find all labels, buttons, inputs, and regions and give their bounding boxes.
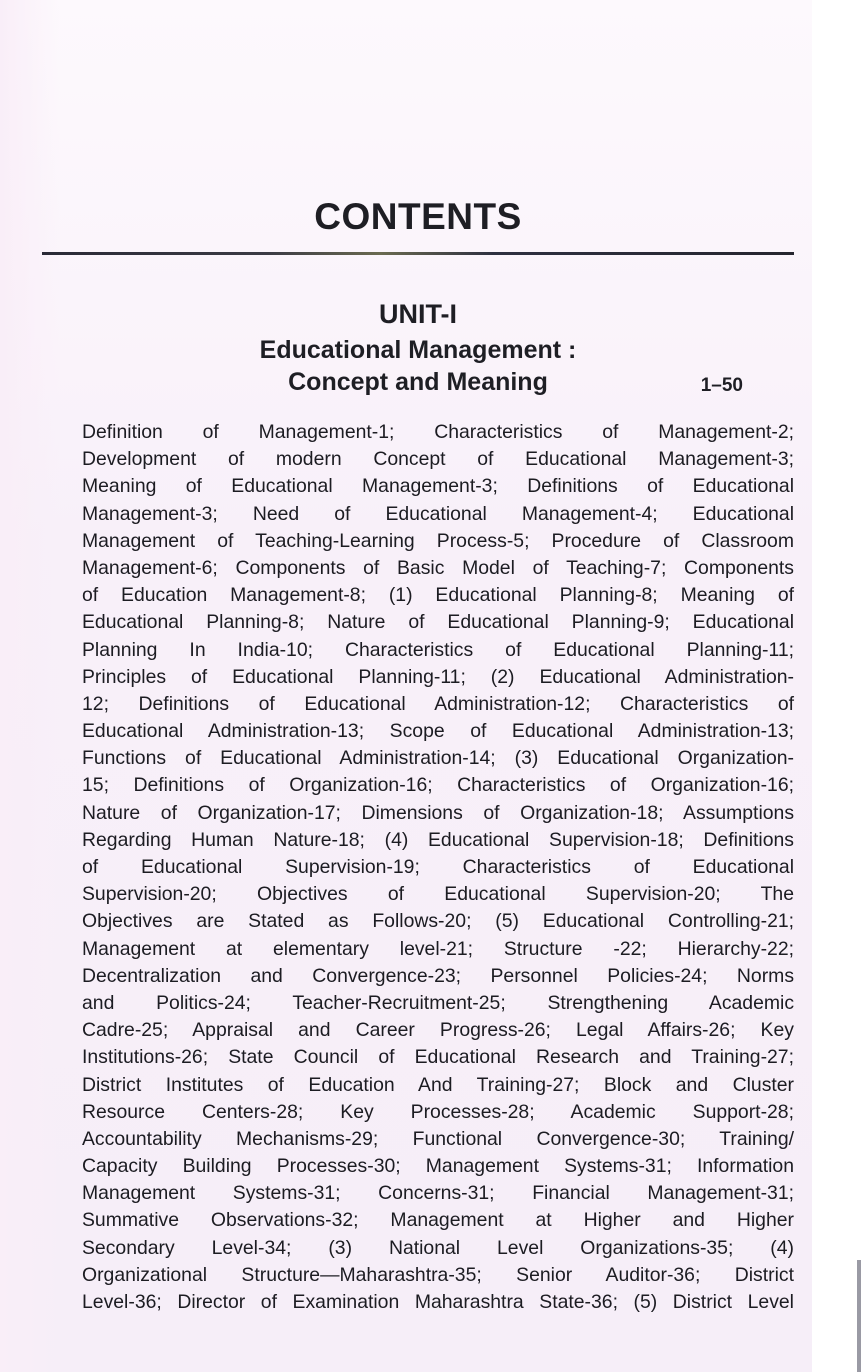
contents-line: Definition of Management-1; Characteristics of Management-2; — [82, 421, 795, 443]
unit-page-range: 1–50 — [700, 375, 743, 396]
contents-line: 15; Definitions of Organization-16; Characteristics of Organization-16; — [82, 774, 794, 797]
contents-line: Organizational Structure—Maharashtra-35; Senior Auditor-36; District — [82, 1263, 794, 1286]
contents-line: and Politics-24; Teacher-Recruitment-25; Strengthening Academic — [82, 991, 795, 1014]
contents-line: Management-3; Need of Educational Management-4; Educational — [82, 502, 795, 525]
contents-line: Secondary Level-34; (3) National Level Organizations-35; (4) — [82, 1236, 794, 1259]
contents-line: of Education Management-8; (1) Educational Planning-8; Meaning of — [82, 584, 794, 607]
contents-line: of Educational Supervision-19; Characteristics of Educational — [82, 856, 795, 878]
unit-title-line-1: Educational Management : — [259, 336, 577, 364]
contents-line: Management of Teaching-Learning Process-5; Procedure of Classroom — [82, 529, 794, 552]
unit-label: UNIT-I — [379, 299, 457, 329]
contents-line: Objectives are Stated as Follows-20; (5) Educational Controlling-21; — [82, 910, 795, 933]
contents-line: Level-36; Director of Examination Maharashtra State-36; (5) District Level — [82, 1291, 794, 1313]
contents-line: Development of modern Concept of Educational Management-3; — [82, 448, 795, 471]
contents-line: Capacity Building Processes-30; Management Systems-31; Information — [82, 1155, 794, 1178]
contents-entries — [82, 419, 794, 1316]
contents-line: Cadre-25; Appraisal and Career Progress-26; Legal Affairs-26; Key — [82, 1019, 794, 1042]
contents-line: Regarding Human Nature-18; (4) Educational Supervision-18; Definitions — [82, 828, 794, 851]
binding-shadow — [857, 1260, 861, 1372]
contents-line: Functions of Educational Administration-14; (3) Educational Organization- — [82, 747, 795, 770]
contents-line: Management-6; Components of Basic Model of Teaching-7; Components — [82, 556, 794, 579]
contents-line: Management Systems-31; Concerns-31; Financial Management-31; — [82, 1182, 795, 1205]
contents-line: Resource Centers-28; Key Processes-28; Academic Support-28; — [82, 1100, 794, 1123]
contents-line: Decentralization and Convergence-23; Personnel Policies-24; Norms — [82, 964, 795, 987]
contents-line: Principles of Educational Planning-11; (2) Educational Administration- — [82, 665, 794, 688]
contents-line: Educational Administration-13; Scope of Educational Administration-13; — [82, 720, 795, 743]
contents-line: Institutions-26; State Council of Educational Research and Training-27; — [82, 1046, 794, 1069]
contents-line: 12; Definitions of Educational Administration-12; Characteristics of — [82, 692, 794, 715]
page-edge — [812, 0, 861, 1372]
contents-line: Meaning of Educational Management-3; Definitions of Educational — [82, 475, 795, 498]
contents-line: Supervision-20; Objectives of Educational Supervision-20; The — [82, 883, 794, 906]
contents-line: Nature of Organization-17; Dimensions of Organization-18; Assumptions — [82, 801, 795, 824]
contents-line: Educational Planning-8; Nature of Educational Planning-9; Educational — [82, 611, 795, 634]
unit-title-line-2: Concept and Meaning — [288, 368, 548, 396]
contents-line: District Institutes of Education And Training-27; Block and Cluster — [82, 1073, 795, 1096]
contents-line: Management at elementary level-21; Structure -22; Hierarchy-22; — [82, 937, 794, 960]
contents-heading: CONTENTS — [314, 196, 522, 237]
contents-line: Accountability Mechanisms-29; Functional Convergence-30; Training/ — [82, 1127, 794, 1150]
contents-line: Summative Observations-32; Management at Higher and Higher — [82, 1209, 794, 1232]
heading-rule — [42, 252, 794, 255]
contents-line: Planning In India-10; Characteristics of Educational Planning-11; — [82, 638, 795, 661]
